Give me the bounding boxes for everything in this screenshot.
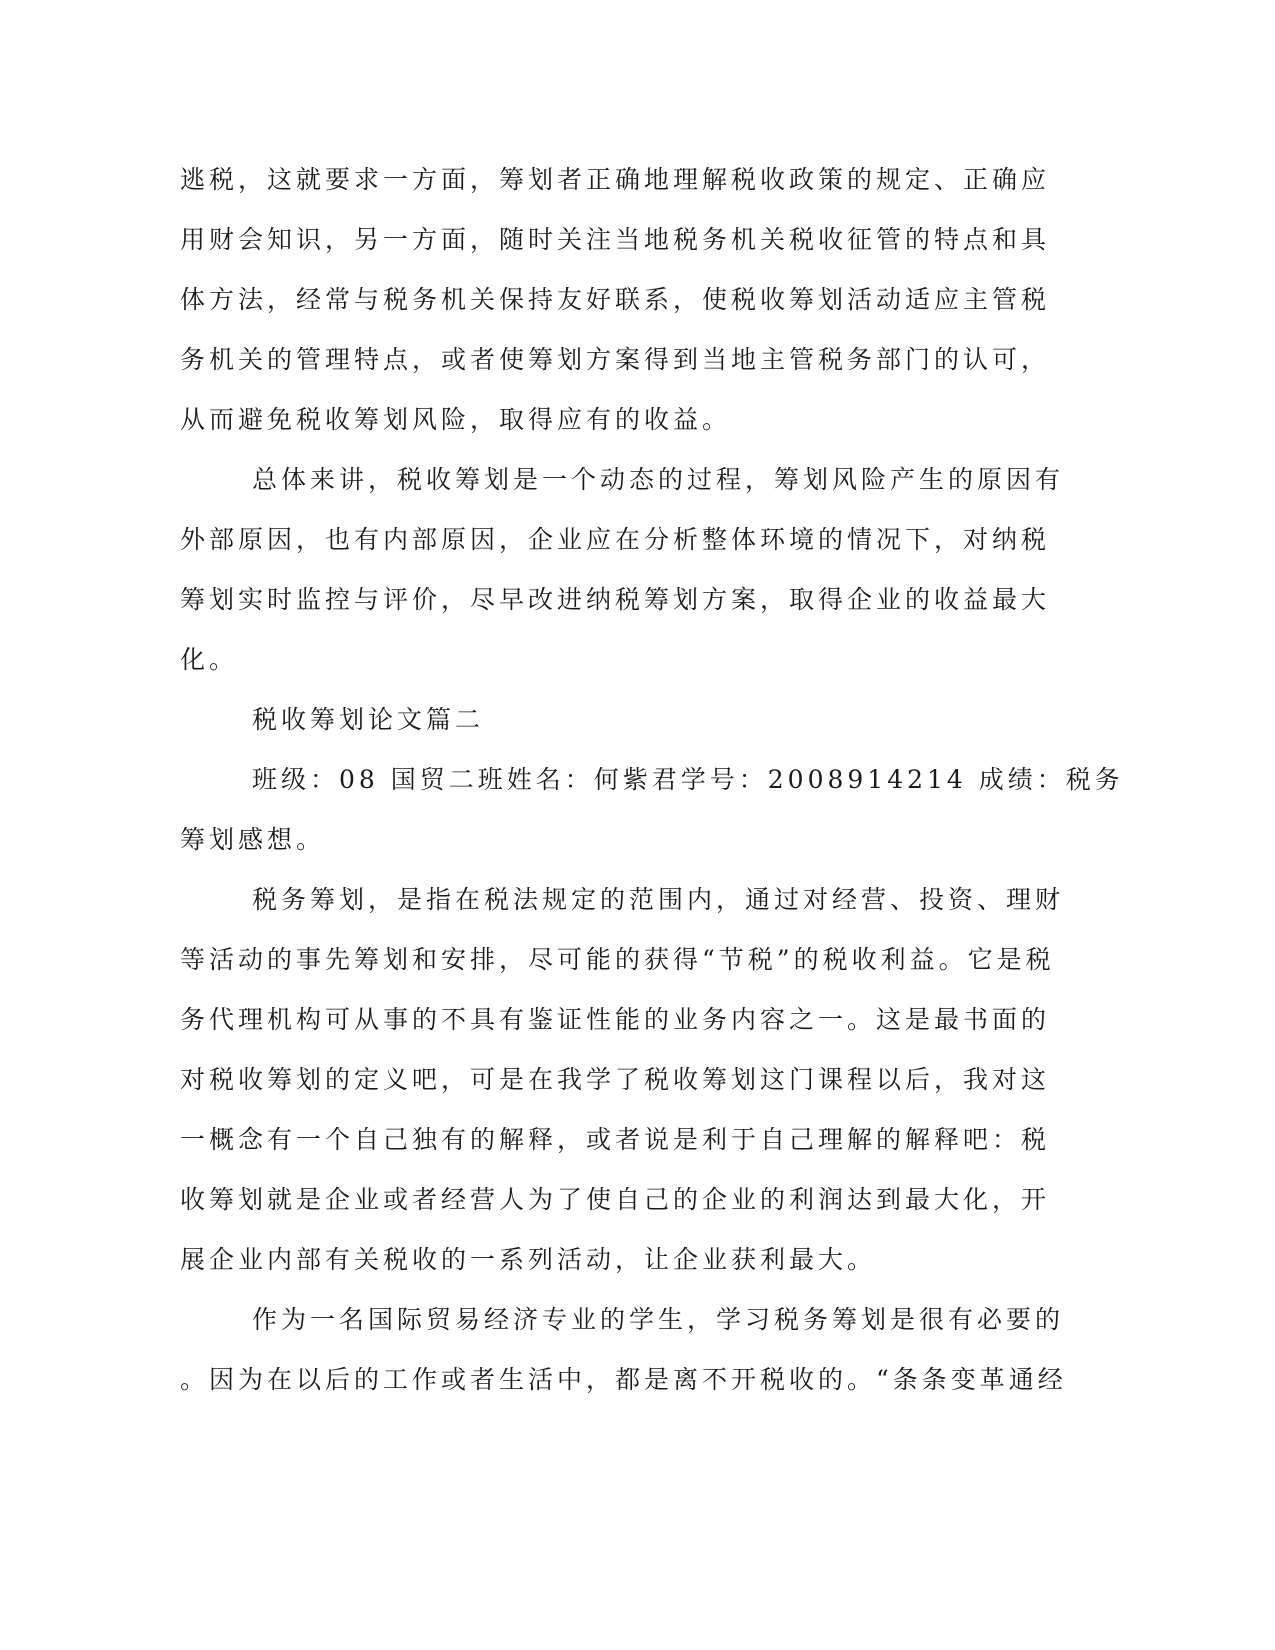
paragraph bbox=[180, 450, 1065, 690]
text-line: 外部原因，也有内部原因，企业应在分析整体环境的情况下，对纳税 bbox=[180, 525, 1051, 554]
text-line: 。因为在以后的工作或者生活中，都是离不开税收的。“条条变革通经 bbox=[180, 1365, 1067, 1394]
section-heading bbox=[180, 690, 1060, 750]
paragraph bbox=[180, 150, 1060, 450]
text-line: 等活动的事先筹划和安排，尽可能的获得“节税”的税收利益。它是税 bbox=[180, 945, 1055, 974]
text-line: 作为一名国际贸易经济专业的学生，学习税务筹划是很有必要的 bbox=[252, 1305, 1065, 1334]
text-line: 筹划感想。 bbox=[180, 825, 326, 854]
text-line: 一概念有一个自己独有的解释，或者说是利于自己理解的解释吧：税 bbox=[180, 1125, 1051, 1154]
text-line: 对税收筹划的定义吧，可是在我学了税收筹划这门课程以后，我对这 bbox=[180, 1065, 1051, 1094]
paragraph bbox=[180, 750, 1124, 870]
text-line: 班级：08 国贸二班姓名：何紫君学号：2008914214 成绩：税务 bbox=[252, 765, 1124, 794]
text-line: 总体来讲，税收筹划是一个动态的过程，筹划风险产生的原因有 bbox=[252, 465, 1065, 494]
text-line: 收筹划就是企业或者经营人为了使自己的企业的利润达到最大化，开 bbox=[180, 1185, 1051, 1214]
text-line: 用财会知识，另一方面，随时关注当地税务机关税收征管的特点和具 bbox=[180, 225, 1051, 254]
text-line: 税务筹划，是指在税法规定的范围内，通过对经营、投资、理财 bbox=[252, 885, 1065, 914]
text-line: 逃税，这就要求一方面，筹划者正确地理解税收政策的规定、正确应 bbox=[180, 165, 1051, 194]
text-line: 筹划实时监控与评价，尽早改进纳税筹划方案，取得企业的收益最大 bbox=[180, 585, 1051, 614]
document-page bbox=[180, 150, 1124, 1410]
text-line: 务机关的管理特点，或者使筹划方案得到当地主管税务部门的认可， bbox=[180, 345, 1051, 374]
paragraph bbox=[180, 1290, 1067, 1410]
text-line: 展企业内部有关税收的一系列活动，让企业获利最大。 bbox=[180, 1245, 877, 1274]
heading-text: 税收筹划论文篇二 bbox=[252, 705, 485, 734]
text-line: 务代理机构可从事的不具有鉴证性能的业务内容之一。这是最书面的 bbox=[180, 1005, 1051, 1034]
text-line: 化。 bbox=[180, 645, 239, 674]
text-line: 体方法，经常与税务机关保持友好联系，使税收筹划活动适应主管税 bbox=[180, 285, 1051, 314]
text-line: 从而避免税收筹划风险，取得应有的收益。 bbox=[180, 405, 732, 434]
paragraph bbox=[180, 870, 1065, 1290]
